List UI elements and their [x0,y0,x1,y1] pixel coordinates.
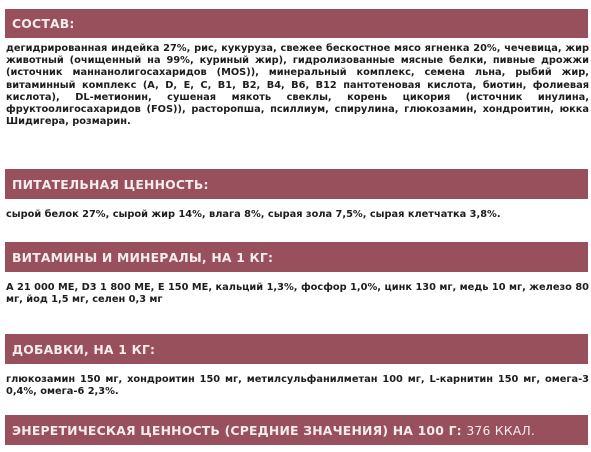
section-title-additives: ДОБАВКИ, НА 1 КГ: [12,341,156,357]
energy-value: 376 ККАЛ. [466,422,536,438]
section-text-additives: глюкозамин 150 мг, хондроитин 150 мг, метилсульфанилметан 100 мг, L-карнитин 150 мг, омега-3 0,4%, омега-6 2,3%. [6,374,589,398]
section-title-nutrition: ПИТАТЕЛЬНАЯ ЦЕННОСТЬ: [12,176,209,192]
section-header-composition [5,9,588,38]
energy-band [5,415,588,445]
section-header-vitamins [5,242,588,272]
section-title-vitamins: ВИТАМИНЫ И МИНЕРАЛЫ, НА 1 КГ: [12,249,274,265]
energy-title: ЭНЕРЕТИЧЕСКАЯ ЦЕННОСТЬ (СРЕДНИЕ ЗНАЧЕНИЯ) НА 100 Г: [12,422,462,438]
section-title-composition: СОСТАВ: [12,16,75,31]
section-text-vitamins: A 21 000 ME, D3 1 800 ME, E 150 ME, кальций 1,3%, фосфор 1,0%, цинк 130 мг, медь 10 мг, железо 80 мг, йод 1,5 мг, селен 0,3 мг [6,282,589,306]
section-header-additives [5,334,588,364]
section-text-nutrition: сырой белок 27%, сырой жир 14%, влага 8%, сырая зола 7,5%, сырая клетчатка 3,8%. [6,209,501,220]
section-text-composition: дегидрированная индейка 27%, рис, кукуруза, свежее бескостное мясо ягненка 20%, чечевица, жир животный (очищенный на 99%, куриный жир), гидролизованные мясные белки, пивные дрожжи (источник маннанолигосахаридов (MOS)), минеральный комплекс, семена льна, рыбий жир, витаминный комплекс (A, D, E, C, B1, B2, B4, B6, B12 пантотеновая кислота, биотин, фолиевая кислота), DL-метионин, сушеная мякоть свеклы, корень цикория (источник инулина, фруктоолигосахаридов (FOS)), расторопша, псиллиум, спирулина, глюкозамин, хондроитин, юкка Шидигера, розмарин. [6,43,589,128]
section-header-nutrition [5,169,588,199]
